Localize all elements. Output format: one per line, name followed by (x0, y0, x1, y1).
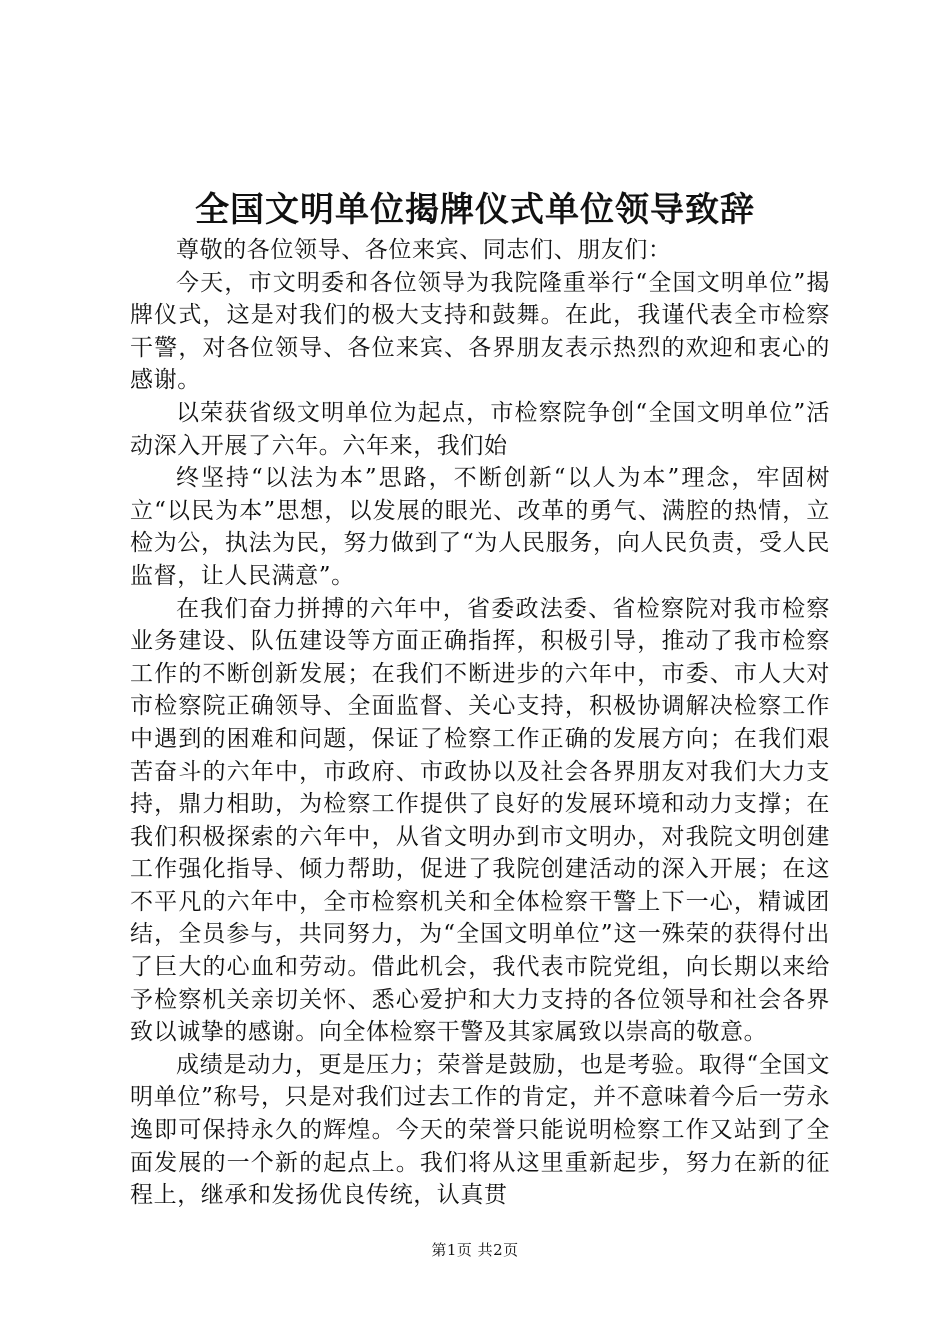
body-paragraph-3: 终坚持“以法为本”思路，不断创新“以人为本”理念，牢固树立“以民为本”思想，以发展的眼光、改革的勇气、满腔的热情，立检为公，执法为民，努力做到了“为人民服务，向人民负责，受人民监督，让人民满意”。 (130, 465, 830, 589)
document-title: 全国文明单位揭牌仪式单位领导致辞 (195, 190, 755, 230)
document-body (130, 234, 830, 1212)
body-paragraph-4: 在我们奋力拼搏的六年中，省委政法委、省检察院对我市检察业务建设、队伍建设等方面正确指挥，积极引导，推动了我市检察工作的不断创新发展；在我们不断进步的六年中，市委、市人大对市检察院正确领导、全面监督、关心支持，积极协调解决检察工作中遇到的困难和问题，保证了检察工作正确的发展方向；在我们艰苦奋斗的六年中，市政府、市政协以及社会各界朋友对我们大力支持，鼎力相助，为检察工作提供了良好的发展环境和动力支撑；在我们积极探索的六年中，从省文明办到市文明办，对我院文明创建工作强化指导、倾力帮助，促进了我院创建活动的深入开展；在这不平凡的六年中，全市检察机关和全体检察干警上下一心，精诚团结，全员参与，共同努力，为“全国文明单位”这一殊荣的获得付出了巨大的心血和劳动。借此机会，我代表市院党组，向长期以来给予检察机关亲切关怀、悉心爱护和大力支持的各位领导和社会各界致以诚挚的感谢。向全体检察干警及其家属致以崇高的敬意。 (130, 595, 830, 1046)
body-paragraph-1: 今天，市文明委和各位领导为我院隆重举行“全国文明单位”揭牌仪式，这是对我们的极大支持和鼓舞。在此，我谨代表全市检察干警，对各位领导、各位来宾、各界朋友表示热烈的欢迎和衷心的感谢。 (130, 269, 830, 394)
body-paragraph-5: 成绩是动力，更是压力；荣誉是鼓励，也是考验。取得“全国文明单位”称号，只是对我们过去工作的肯定，并不意味着今后一劳永逸即可保持永久的辉煌。今天的荣誉只能说明检察工作又站到了全面发展的一个新的起点上。我们将从这里重新起步，努力在新的征程上，继承和发扬优良传统，认真贯 (130, 1051, 830, 1209)
page-number-footer: 第1页 共2页 (431, 1241, 519, 1259)
salutation-paragraph: 尊敬的各位领导、各位来宾、同志们、朋友们： (176, 237, 672, 263)
body-paragraph-2: 以荣获省级文明单位为起点，市检察院争创“全国文明单位”活动深入开展了六年。六年来，我们始 (130, 399, 830, 459)
